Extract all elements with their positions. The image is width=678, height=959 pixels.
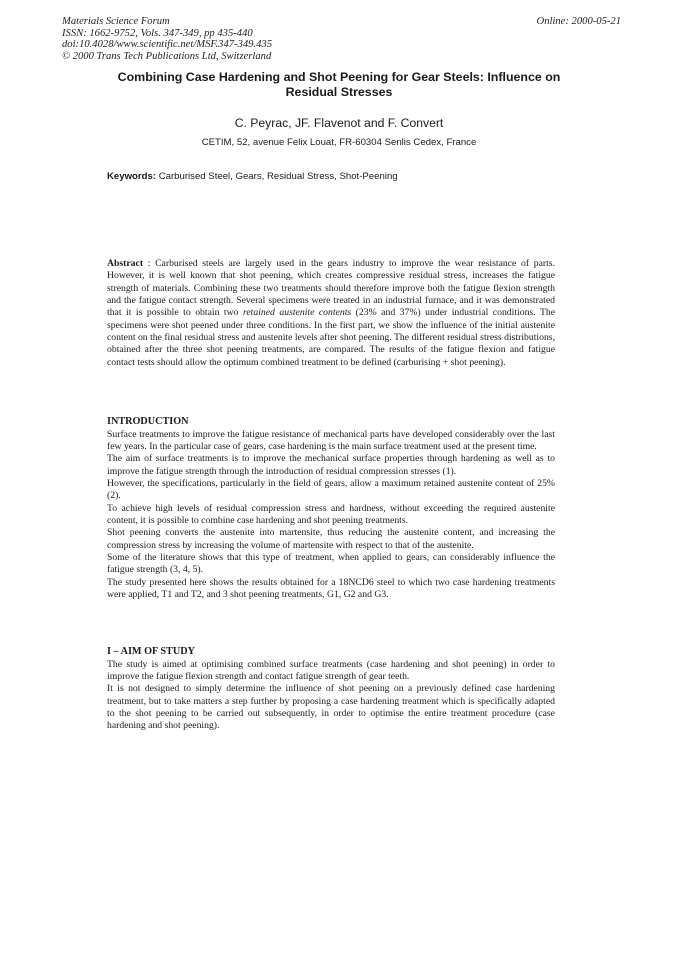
intro-paragraph-1: Surface treatments to improve the fatigue resistance of mechanical parts have developed considerably over the last few years. In the particular case of gears, case hardening is the main surface treatment used at the present time. (107, 428, 555, 452)
abstract-section (107, 258, 555, 369)
introduction-section (107, 416, 555, 601)
copyright-line: © 2000 Trans Tech Publications Ltd, Switzerland (62, 50, 272, 62)
intro-paragraph-3: However, the specifications, particularly in the field of gears, allow a maximum retained austenite content of 25% (2). (107, 477, 555, 502)
aim-paragraph-2: It is not designed to simply determine the influence of shot peening on a previously defined case hardening treatment, but to take matters a step further by proposing a case hardening treatment which is specifically adapted to the shot peening to be carried out subsequently, in order to optimise the entire treatment procedure (case hardening and shot peening). (107, 683, 555, 732)
intro-paragraph-5: Shot peening converts the austenite into martensite, thus reducing the austenite content, and increasing the compression stress by increasing the volume of martensite with respect to that of the austenite. (107, 527, 555, 551)
journal-name: Materials Science Forum (62, 16, 170, 27)
intro-paragraph-4: To achieve high levels of residual compression stress and hardness, without exceeding the required austenite content, it is possible to combine case hardening and shot peening treatments. (107, 502, 555, 526)
keywords-text: Carburised Steel, Gears, Residual Stress, Shot-Peening (158, 171, 398, 182)
intro-paragraph-6: Some of the literature shows that this type of treatment, when applied to gears, can considerably influence the fatigue strength (3, 4, 5). (107, 551, 555, 576)
paper-affiliation: CETIM, 52, avenue Felix Louat, FR-60304 Senlis Cedex, France (201, 137, 477, 148)
intro-paragraph-7: The study presented here shows the results obtained for a 18NCD6 steel to which two case hardening treatments were applied, T1 and T2, and 3 shot peening treatments, G1, G2 and G3. (107, 576, 555, 600)
issn-line: ISSN: 1662-9752, Vols. 347-349, pp 435-440 (62, 27, 253, 39)
online-date: Online: 2000-05-21 (536, 16, 621, 27)
paper-title: Combining Case Hardening and Shot Peening for Gear Steels: Influence on Residual Stresses (117, 70, 561, 99)
keywords-line (107, 171, 398, 182)
aim-paragraph-1: The study is aimed at optimising combined surface treatments (case hardening and shot peening) in order to improve the fatigue flexion strength and contact fatigue strength of gear teeth. (107, 658, 555, 682)
aim-section (107, 646, 555, 733)
abstract-separator: : (143, 258, 156, 269)
abstract-paragraph (107, 258, 555, 369)
keywords-label: Keywords: (107, 171, 157, 182)
abstract-text-2: (23% and 37%) under industrial conditions. The specimens were shot peened under three conditions. In the first part, we show the influence of the initial austenite content on the final residual stress and austenite levels after shot peening. The different residual stress distributions, obtained after the three shot peening treatments, are compared. The results of the fatigue flexion and fatigue contact tests should allow the optimum combined treatment to be defined (carburising + shot peening). (107, 307, 556, 368)
abstract-label: Abstract (107, 258, 144, 269)
introduction-heading: INTRODUCTION (107, 416, 189, 427)
paper-authors: C. Peyrac, JF. Flavenot and F. Convert (234, 116, 444, 130)
aim-heading: I – AIM OF STUDY (107, 646, 195, 657)
intro-paragraph-2: The aim of surface treatments is to improve the mechanical surface properties through hardening as well as to improve the fatigue strength through the introduction of residual compression stresses (1). (107, 453, 555, 477)
doi-line[interactable]: doi:10.4028/www.scientific.net/MSF.347-349.435 (62, 39, 272, 51)
journal-header (62, 16, 272, 62)
abstract-italic-term: retained austenite contents (242, 307, 352, 319)
abstract-text-1: Carburised steels are largely used in the gears industry to improve the wear resistance of parts. However, it is well known that shot peening, which creates compressive residual stress, increases the fatigue strength of materials. Combining these two treatments should therefore improve both the fatigue flexion strength and the fatigue contact strength. Several specimens were treated in an industrial furnace, and it was demonstrated that it is possible to obtain two (107, 258, 555, 319)
